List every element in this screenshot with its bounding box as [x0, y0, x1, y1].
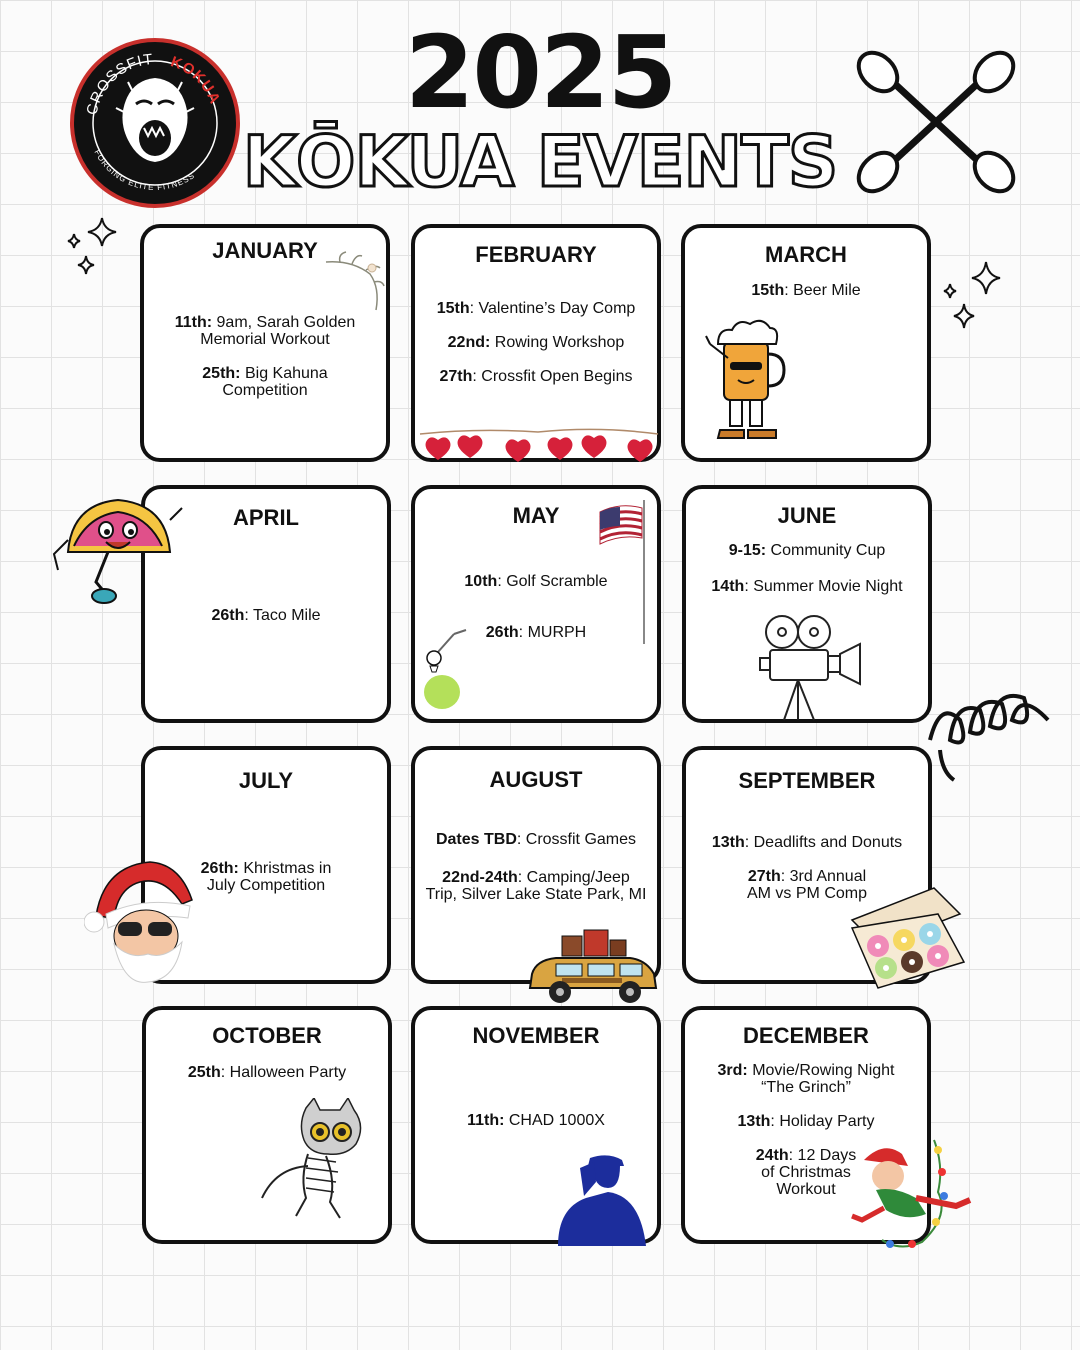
event-item: 26th: Khristmas in July Competition	[200, 860, 332, 894]
floral-branch-icon	[322, 248, 386, 316]
sparkles-icon	[940, 260, 1004, 336]
crossfit-kokua-logo	[70, 38, 240, 208]
month-title: NOVEMBER	[472, 1023, 600, 1048]
taco-mascot-icon	[48, 490, 188, 608]
month-title: FEBRUARY	[475, 242, 597, 267]
event-item: 24th: 12 Days of Christmas Workout	[755, 1147, 857, 1198]
crossed-dumbbells-icon	[852, 42, 1020, 202]
santa-claus-icon	[84, 856, 202, 986]
squiggle-icon	[920, 680, 1060, 790]
event-item: 11th: 9am, Sarah Golden Memorial Workout	[174, 314, 356, 348]
logo-name: KOKUA	[168, 53, 224, 108]
sparkles-icon	[62, 214, 124, 280]
christmas-elf-lights-icon	[846, 1136, 980, 1254]
event-item: 25th: Big Kahuna Competition	[202, 365, 328, 399]
event-item: 15th: Beer Mile	[751, 282, 861, 299]
event-item: 26th: MURPH	[485, 624, 587, 641]
heart-garland-icon	[418, 424, 660, 468]
month-title: APRIL	[233, 505, 299, 530]
month-title: DECEMBER	[743, 1023, 869, 1048]
mummy-cat-icon	[256, 1098, 376, 1222]
title-events: KŌKUA EVENTS	[242, 121, 838, 203]
title-year: 2025	[404, 14, 676, 131]
event-item: 15th: Valentine’s Day Comp	[436, 300, 636, 317]
gorilla-icon	[116, 78, 194, 162]
donut-box-icon	[846, 884, 968, 994]
month-title: JANUARY	[212, 238, 318, 263]
logo-bottom-text: FORGING ELITE FITNESS	[92, 148, 197, 193]
month-title: JUNE	[777, 503, 837, 528]
american-flag-icon	[596, 498, 652, 646]
movie-camera-icon	[756, 610, 864, 722]
month-title: OCTOBER	[212, 1023, 322, 1048]
event-item: 14th: Summer Movie Night	[711, 578, 903, 595]
event-item: 9-15: Community Cup	[728, 542, 886, 559]
event-item: 22nd-24th: Camping/Jeep Trip, Silver Lake State Park, MI	[425, 869, 647, 903]
month-title: JULY	[238, 768, 294, 793]
month-title: MAY	[512, 503, 560, 528]
event-item: 22nd: Rowing Workshop	[447, 334, 625, 351]
event-item: 13th: Deadlifts and Donuts	[711, 834, 903, 851]
golf-ball-tee-icon	[418, 628, 468, 712]
saluting-soldier-icon	[550, 1152, 650, 1246]
beer-mug-mascot-icon	[700, 318, 804, 444]
event-item: 26th: Taco Mile	[211, 607, 321, 624]
event-item: Dates TBD: Crossfit Games	[435, 831, 637, 848]
event-item: 11th: CHAD 1000X	[467, 1112, 605, 1129]
event-item: 27th: 3rd Annual AM vs PM Comp	[746, 868, 867, 902]
logo-top-text: CROSSFIT	[83, 50, 155, 117]
event-item: 3rd: Movie/Rowing Night “The Grinch”	[717, 1062, 895, 1096]
month-title: MARCH	[765, 242, 847, 267]
event-item: 27th: Crossfit Open Begins	[439, 368, 633, 385]
month-title: AUGUST	[489, 767, 583, 792]
event-item: 25th: Halloween Party	[187, 1064, 347, 1081]
station-wagon-luggage-icon	[526, 924, 662, 1006]
month-title: SEPTEMBER	[738, 768, 876, 793]
event-item: 10th: Golf Scramble	[464, 573, 608, 590]
event-item: 13th: Holiday Party	[737, 1113, 875, 1130]
